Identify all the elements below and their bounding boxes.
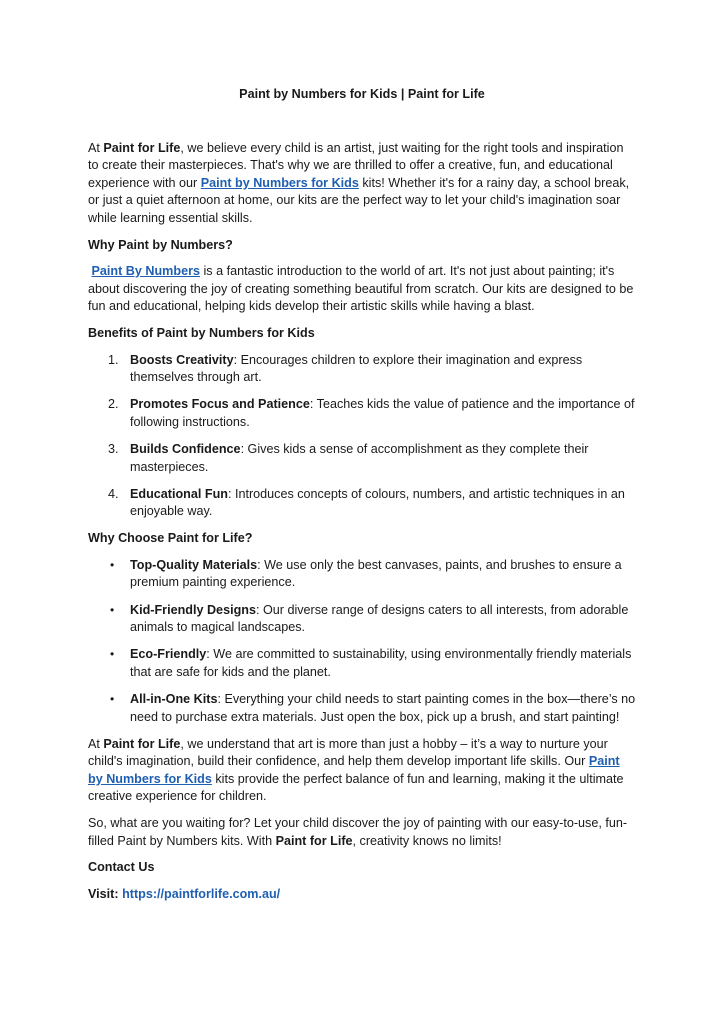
- visit-line: [88, 886, 636, 904]
- list-item: [88, 602, 636, 637]
- list-item-text: : Encourages children to explore their imagination and express themselves through art.: [130, 352, 583, 385]
- intro-text-1: At: [88, 140, 104, 155]
- intro-brand: Paint for Life: [103, 140, 181, 155]
- why-paragraph: [88, 263, 636, 316]
- list-item-text: : Everything your child needs to start painting comes in the box—there’s no need to purchase extra materials. Just open the box, pick up a brush, and start painting!: [130, 691, 636, 724]
- final-text-1: So, what are you waiting for? Let your child discover the joy of painting with our easy-to-use, fun-filled Paint by Numbers kits. With: [88, 816, 628, 848]
- why-heading: Why Paint by Numbers?: [88, 237, 233, 252]
- list-number: 2.: [108, 397, 119, 412]
- closing-paragraph: [88, 736, 636, 806]
- list-item-text: : Introduces concepts of colours, numbers, and artistic techniques in an enjoyable way.: [130, 486, 625, 519]
- why-text: is a fantastic introduction to the world of art. It's not just about painting; it's about discovering the joy of creating something beautiful from scratch. Our kits are designed to be fun and educational, helping kids develop their artistic skills while having a blast.: [88, 264, 634, 314]
- list-item: [88, 396, 636, 431]
- list-item-title: Promotes Focus and Patience: [130, 397, 310, 412]
- list-item-text: : We use only the best canvases, paints, and brushes to ensure a premium painting experience.: [130, 557, 622, 590]
- list-item: [88, 352, 636, 387]
- list-item: [88, 486, 636, 521]
- bullet-icon: •: [110, 602, 115, 617]
- list-number: 1.: [108, 352, 119, 367]
- website-link[interactable]: https://paintforlife.com.au/: [122, 886, 281, 901]
- visit-label: Visit:: [88, 886, 123, 901]
- benefits-list: [88, 352, 636, 521]
- list-item: [88, 441, 636, 476]
- list-item-title: Kid-Friendly Designs: [130, 602, 256, 617]
- final-brand: Paint for Life: [275, 833, 353, 848]
- intro-text-3: kits! Whether it's for a rainy day, a school break, or just a quiet afternoon at home, our kits are the perfect way to let your child's imagination soar while learning essential skills.: [88, 175, 630, 225]
- closing-text-3: kits provide the perfect balance of fun and learning, making it the ultimate creative experience for children.: [88, 771, 624, 804]
- list-item-text: : Gives kids a sense of accomplishment as they complete their masterpieces.: [130, 441, 589, 474]
- list-item: [88, 557, 636, 592]
- contact-heading: Contact Us: [88, 860, 155, 875]
- benefits-heading: Benefits of Paint by Numbers for Kids: [88, 325, 315, 340]
- list-item-title: Eco-Friendly: [130, 647, 207, 662]
- final-text-2: , creativity knows no limits!: [352, 833, 502, 848]
- intro-paragraph: [88, 140, 636, 228]
- list-item-title: Boosts Creativity: [130, 352, 234, 367]
- list-item-text: : Our diverse range of designs caters to all interests, from adorable animals to magical landscapes.: [130, 602, 629, 635]
- paint-by-numbers-kids-link[interactable]: Paint by Numbers for Kids: [88, 754, 620, 786]
- document-title: Paint by Numbers for Kids | Paint for Life: [239, 87, 485, 101]
- paint-by-numbers-link[interactable]: Paint By Numbers: [91, 264, 200, 279]
- list-item: [88, 646, 636, 681]
- list-item-text: : We are committed to sustainability, using environmentally friendly materials that are safe for kids and the planet.: [130, 647, 632, 679]
- closing-text-2: , we understand that art is more than just a hobby – it’s a way to nurture your child's imagination, build their confidence, and help them develop important life skills. Our: [88, 736, 608, 769]
- list-item-title: Educational Fun: [130, 486, 228, 501]
- bullet-icon: •: [110, 647, 115, 662]
- intro-text-2: , we believe every child is an artist, just waiting for the right tools and inspiration to create their masterpieces. That's why we are thrilled to offer a creative, fun, and educational experience with our: [88, 140, 624, 190]
- document-page: [88, 86, 636, 912]
- closing-brand: Paint for Life: [103, 736, 181, 751]
- bullet-icon: •: [110, 691, 115, 706]
- list-item: [88, 691, 636, 726]
- closing-text-1: At: [88, 736, 104, 751]
- list-item-title: Builds Confidence: [130, 441, 241, 456]
- paint-by-numbers-kids-link[interactable]: Paint by Numbers for Kids: [200, 175, 359, 190]
- list-item-title: Top-Quality Materials: [130, 557, 258, 572]
- list-item-text: : Teaches kids the value of patience and the importance of following instructions.: [130, 397, 635, 429]
- choose-list: [88, 557, 636, 726]
- final-paragraph: [88, 815, 636, 850]
- choose-heading: Why Choose Paint for Life?: [88, 531, 253, 546]
- list-number: 4.: [108, 486, 119, 501]
- list-number: 3.: [108, 441, 119, 456]
- list-item-title: All-in-One Kits: [130, 691, 218, 706]
- bullet-icon: •: [110, 557, 115, 572]
